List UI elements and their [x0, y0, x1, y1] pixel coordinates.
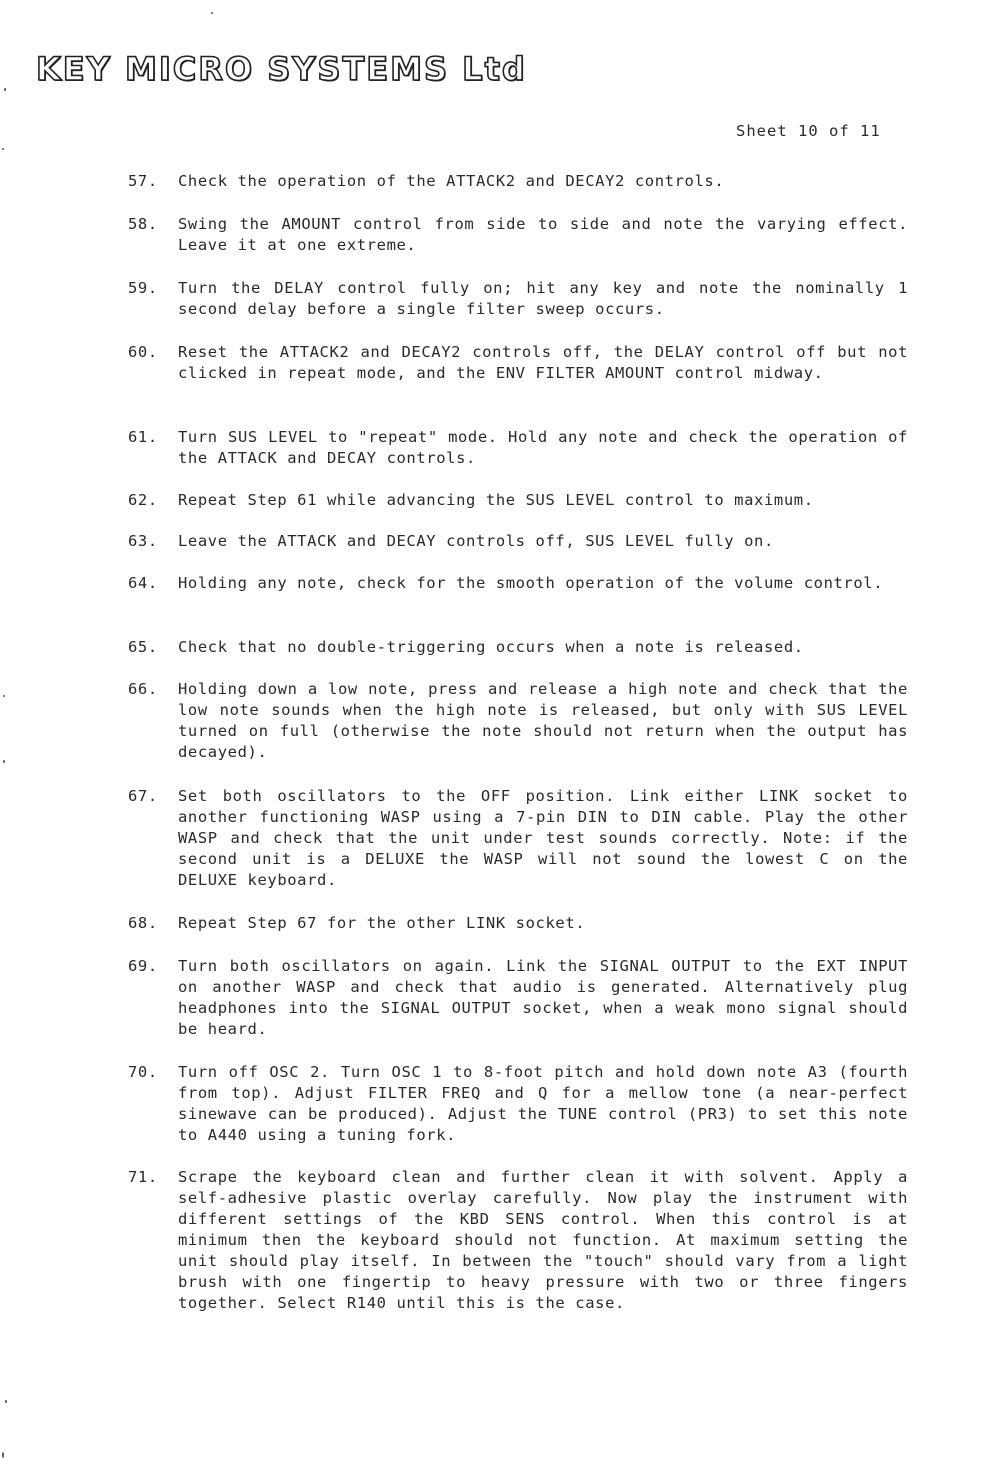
step-text: Check that no double-triggering occurs when a note is released. — [178, 638, 804, 656]
step-number: 63. — [128, 532, 158, 550]
step-number: 68. — [128, 914, 158, 932]
step-number: 71. — [128, 1168, 158, 1186]
company-logo: KEY MICRO SYSTEMS Ltd — [36, 50, 527, 88]
sheet-number: Sheet 10 of 11 — [736, 122, 881, 140]
step-number: 67. — [128, 787, 158, 805]
step-number: 66. — [128, 680, 158, 698]
scan-speck — [5, 1400, 7, 1403]
step-number: 57. — [128, 172, 158, 190]
step-text: Holding down a low note, press and release a high note and check that the low note sounds when the high note is released, but only with SUS LEVEL turned on full (otherwise the note should not return when the output has decayed). — [178, 680, 908, 761]
step-text: Scrape the keyboard clean and further clean it with solvent. Apply a self-adhesive plastic overlay carefully. Now play the instrument with different settings of the KBD SENS control. When this control is at minimum then the keyboard should not function. At maximum setting the unit should play itself. In between the "touch" should vary from a light brush with one fingertip to heavy pressure with two or three fingers together. Select R140 until this is the case. — [178, 1168, 908, 1312]
step-text: Turn off OSC 2. Turn OSC 1 to 8-foot pitch and hold down note A3 (fourth from top). Adjust FILTER FREQ and Q for a mellow tone (a near-perfect sinewave can be produced). Adjust the TUNE control (PR3) to set this note to A440 using a tuning fork. — [178, 1063, 908, 1144]
step-text: Leave the ATTACK and DECAY controls off, SUS LEVEL fully on. — [178, 532, 774, 550]
step-number: 64. — [128, 574, 158, 592]
step-text: Repeat Step 61 while advancing the SUS LEVEL control to maximum. — [178, 491, 814, 509]
step-text: Repeat Step 67 for the other LINK socket. — [178, 914, 586, 932]
scan-speck — [211, 12, 213, 14]
step-text: Turn the DELAY control fully on; hit any key and note the nominally 1 second delay before a single filter sweep occurs. — [178, 279, 908, 318]
step-number: 70. — [128, 1063, 158, 1081]
step-number: 61. — [128, 428, 158, 446]
step-number: 58. — [128, 215, 158, 233]
scan-speck — [3, 695, 5, 697]
step-number: 62. — [128, 491, 158, 509]
scan-speck — [2, 148, 4, 150]
scan-speck — [4, 88, 6, 91]
scan-speck — [2, 1452, 4, 1458]
step-text: Turn SUS LEVEL to "repeat" mode. Hold any note and check the operation of the ATTACK and DECAY controls. — [178, 428, 908, 467]
step-text: Check the operation of the ATTACK2 and DECAY2 controls. — [178, 172, 725, 190]
step-number: 60. — [128, 343, 158, 361]
step-text: Swing the AMOUNT control from side to side and note the varying effect. Leave it at one extreme. — [178, 215, 908, 254]
scan-speck — [3, 760, 5, 763]
step-text: Turn both oscillators on again. Link the SIGNAL OUTPUT to the EXT INPUT on another WASP and check that audio is generated. Alternatively plug headphones into the SIGNAL OUTPUT socket, when a weak mono signal should be heard. — [178, 957, 908, 1038]
step-text: Set both oscillators to the OFF position. Link either LINK socket to another functioning WASP using a 7-pin DIN to DIN cable. Play the other WASP and check that the unit under test sounds correctly. Note: if the second unit is a DELUXE the WASP will not sound the lowest C on the DELUXE keyboard. — [178, 787, 908, 889]
step-number: 59. — [128, 279, 158, 297]
step-number: 65. — [128, 638, 158, 656]
step-number: 69. — [128, 957, 158, 975]
step-text: Reset the ATTACK2 and DECAY2 controls off, the DELAY control off but not clicked in repeat mode, and the ENV FILTER AMOUNT control midway. — [178, 343, 908, 382]
step-text: Holding any note, check for the smooth operation of the volume control. — [178, 574, 884, 592]
